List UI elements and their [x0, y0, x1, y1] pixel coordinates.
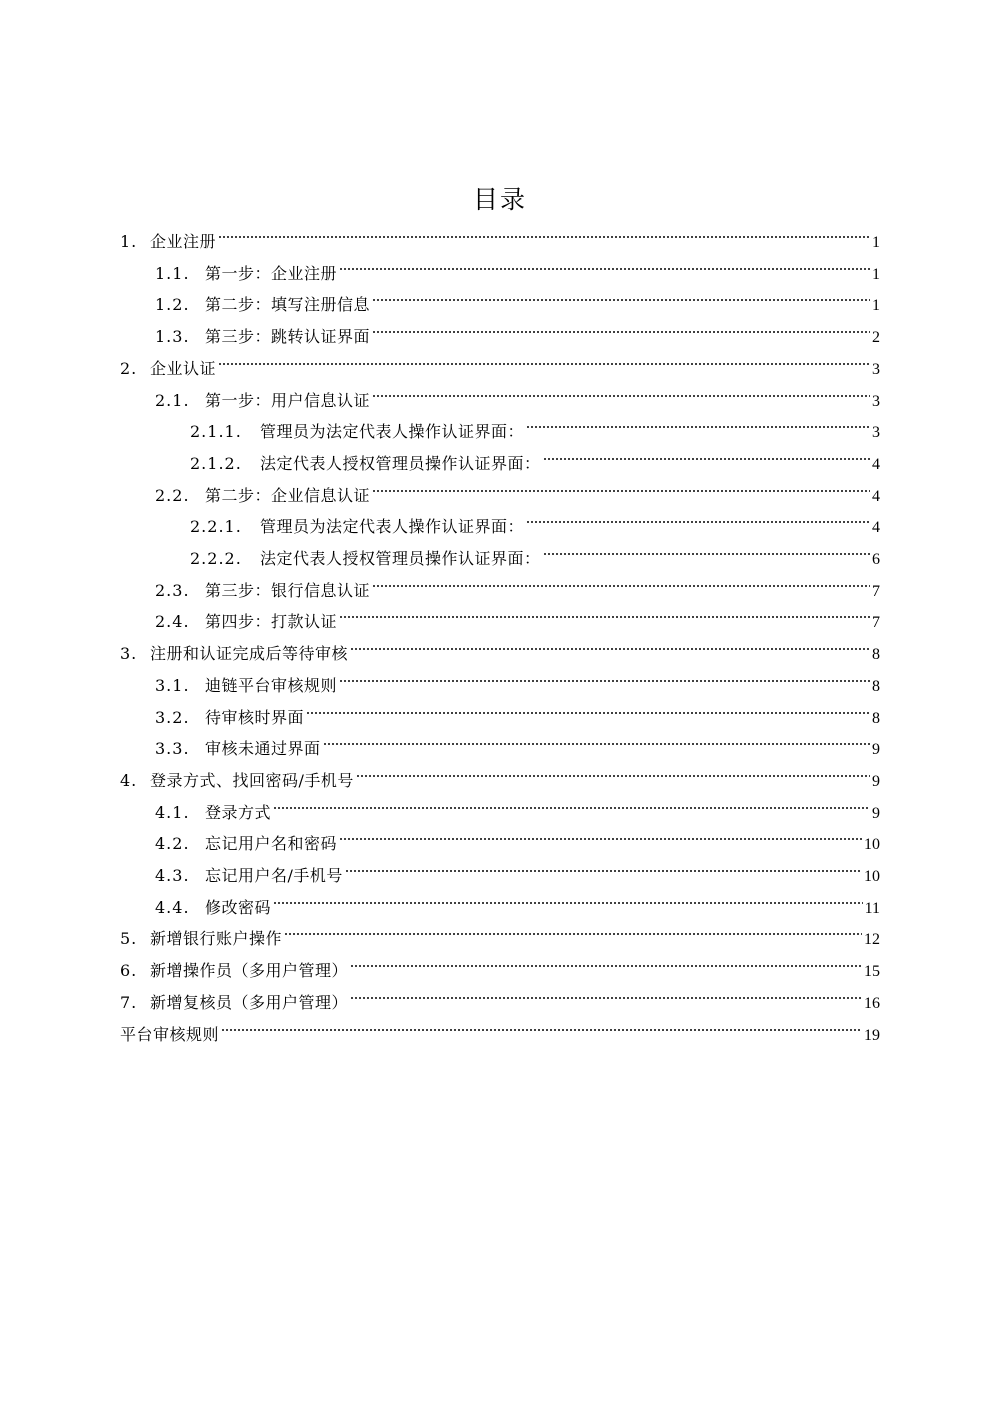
toc-entry-number: 4.2.	[155, 834, 190, 854]
toc-entry-page-number: 1	[872, 234, 880, 251]
toc-entry[interactable]	[155, 606, 880, 638]
toc-entry-text: 第一步：用户信息认证	[205, 390, 371, 410]
toc-entry-number: 2.3.	[155, 580, 190, 600]
toc-dot-leader	[284, 933, 862, 935]
toc-dot-leader	[543, 458, 870, 460]
toc-entry-page-number: 3	[872, 424, 880, 442]
toc-entry[interactable]	[120, 765, 880, 797]
toc-dot-leader	[526, 426, 870, 428]
toc-entry-page-number: 12	[864, 931, 880, 949]
toc-entry-text: 登录方式	[205, 802, 272, 822]
toc-dot-leader	[350, 965, 862, 967]
toc-entry[interactable]	[190, 448, 880, 480]
toc-entry-text: 管理员为法定代表人操作认证界面：	[260, 517, 525, 537]
toc-dot-leader	[306, 712, 870, 714]
toc-dot-leader	[339, 680, 870, 682]
toc-dot-leader	[372, 585, 870, 587]
toc-entry-text: 忘记用户名和密码	[205, 834, 338, 854]
toc-entry-page-number: 2	[872, 329, 880, 347]
toc-dot-leader	[339, 838, 862, 840]
toc-entry-page-number: 15	[864, 963, 880, 981]
toc-entry-text: 第三步：跳转认证界面	[205, 327, 371, 347]
toc-entry-number: 4.1.	[155, 802, 190, 822]
toc-entry-page-number: 11	[864, 899, 880, 917]
toc-entry[interactable]	[155, 289, 880, 321]
toc-entry-text: 法定代表人授权管理员操作认证界面：	[260, 549, 541, 568]
toc-entry-number: 3.2.	[155, 707, 190, 727]
toc-entry-text: 第一步：企业注册	[205, 263, 338, 283]
toc-entry-number: 7.	[120, 992, 138, 1012]
toc-entry-page-number: 10	[864, 836, 880, 854]
toc-dot-leader	[221, 1029, 862, 1031]
toc-entry[interactable]	[155, 733, 880, 765]
toc-entry-page-number: 7	[872, 582, 880, 600]
toc-entry-page-number: 9	[872, 741, 880, 759]
toc-entry-text: 法定代表人授权管理员操作认证界面：	[260, 453, 541, 473]
toc-entry-page-number: 4	[872, 455, 880, 473]
toc-entry-text: 忘记用户名/手机号	[205, 866, 343, 885]
toc-dot-leader	[273, 807, 870, 809]
toc-entry[interactable]	[190, 416, 880, 448]
toc-entry-page-number: 16	[864, 994, 880, 1012]
toc-entry-number: 2.2.	[155, 485, 190, 505]
toc-entry[interactable]	[155, 670, 880, 702]
toc-entry[interactable]	[155, 575, 880, 607]
toc-dot-leader	[339, 616, 870, 618]
toc-entry-page-number: 3	[872, 392, 880, 410]
toc-entry-text: 第四步：打款认证	[205, 612, 338, 632]
toc-entry-page-number: 4	[872, 519, 880, 537]
toc-entry-text: 迪链平台审核规则	[205, 675, 338, 695]
toc-entry-number: 1.2.	[155, 295, 190, 315]
toc-dot-leader	[356, 775, 870, 777]
toc-entry-page-number: 10	[864, 868, 880, 885]
toc-entry-text: 待审核时界面	[205, 707, 305, 727]
toc-entry[interactable]	[120, 638, 880, 670]
toc-entry-page-number: 4	[872, 487, 880, 505]
toc-entry-text: 新增操作员（多用户管理）	[150, 961, 349, 981]
toc-entry-number: 1.3.	[155, 327, 190, 347]
toc-entry-number: 2.1.2.	[190, 453, 242, 473]
toc-entry-number: 2.2.1.	[190, 517, 242, 537]
toc-entry-page-number: 7	[872, 614, 880, 632]
toc-entry-number: 1.	[120, 232, 138, 251]
toc-dot-leader	[218, 236, 870, 238]
toc-entry[interactable]	[120, 226, 880, 258]
toc-entry-page-number: 3	[872, 360, 880, 378]
toc-entry-text: 审核未通过界面	[205, 739, 321, 759]
toc-dot-leader	[323, 743, 870, 745]
toc-entry-number: 3.3.	[155, 739, 190, 759]
toc-entry-page-number: 6	[872, 551, 880, 568]
toc-entry[interactable]	[120, 1019, 880, 1051]
toc-entry-text: 第三步：银行信息认证	[205, 580, 371, 600]
toc-entry[interactable]	[120, 353, 880, 385]
toc-dot-leader	[543, 553, 870, 555]
toc-entry-number: 2.1.	[155, 390, 190, 410]
toc-entry[interactable]	[155, 321, 880, 353]
toc-entry-text: 登录方式、找回密码/手机号	[150, 770, 354, 790]
toc-entry-text: 修改密码	[205, 897, 272, 917]
toc-entry-text: 新增银行账户操作	[150, 929, 283, 949]
toc-entry-page-number: 8	[872, 709, 880, 727]
toc-entry-text: 第二步：企业信息认证	[205, 485, 371, 505]
toc-entry-page-number: 1	[872, 265, 880, 283]
toc-dot-leader	[372, 331, 870, 333]
toc-entry[interactable]	[155, 797, 880, 829]
toc-entry[interactable]	[155, 480, 880, 512]
toc-entry-page-number: 19	[864, 1026, 880, 1044]
toc-entry-number: 3.1.	[155, 675, 190, 695]
toc-entry[interactable]	[120, 987, 880, 1019]
toc-entry-number: 2.4.	[155, 612, 190, 632]
toc-dot-leader	[350, 997, 862, 999]
toc-entry[interactable]	[120, 923, 880, 955]
toc-entry-number: 6.	[120, 961, 138, 981]
toc-entry-page-number: 8	[872, 646, 880, 664]
toc-entry[interactable]	[190, 511, 880, 543]
toc-entry-page-number: 8	[872, 677, 880, 695]
toc-entry-number: 3.	[120, 644, 138, 664]
toc-entry[interactable]	[155, 258, 880, 290]
toc-title: 目录	[472, 185, 527, 214]
toc-entry-text: 平台审核规则	[120, 1024, 220, 1044]
toc-entry-text: 新增复核员（多用户管理）	[150, 992, 349, 1012]
toc-entry[interactable]	[155, 860, 880, 892]
toc-dot-leader	[345, 870, 862, 872]
toc-dot-leader	[339, 268, 870, 270]
toc-entry-number: 2.2.2.	[190, 549, 242, 568]
toc-entry-number: 1.1.	[155, 263, 190, 283]
toc-entry-text: 第二步：填写注册信息	[205, 295, 371, 315]
toc-entry-text: 企业注册	[150, 232, 217, 251]
toc-dot-leader	[372, 395, 870, 397]
toc-entry-page-number: 9	[872, 772, 880, 790]
toc-entry-number: 4.	[120, 770, 138, 790]
toc-entry-text: 企业认证	[150, 358, 217, 378]
toc-entry[interactable]	[190, 543, 880, 575]
toc-entry-text: 注册和认证完成后等待审核	[150, 644, 349, 664]
toc-dot-leader	[372, 490, 870, 492]
toc-entry-number: 4.4.	[155, 897, 190, 917]
toc-dot-leader	[218, 363, 870, 365]
toc-entry-page-number: 1	[872, 297, 880, 315]
toc-dot-leader	[372, 299, 870, 301]
toc-entry[interactable]	[120, 955, 880, 987]
toc-entry-number: 2.	[120, 358, 138, 378]
toc-dot-leader	[273, 902, 863, 904]
toc-dot-leader	[526, 521, 870, 523]
toc-entry-text: 管理员为法定代表人操作认证界面：	[260, 422, 525, 442]
toc-entry[interactable]	[155, 892, 880, 924]
toc-entry-number: 4.3.	[155, 866, 190, 885]
toc-entry-page-number: 9	[872, 804, 880, 822]
toc-entry-number: 5.	[120, 929, 138, 949]
toc-entry[interactable]	[155, 702, 880, 734]
toc-entry[interactable]	[155, 385, 880, 417]
toc-entry-number: 2.1.1.	[190, 422, 242, 442]
toc-dot-leader	[350, 648, 870, 650]
toc-entry[interactable]	[155, 828, 880, 860]
